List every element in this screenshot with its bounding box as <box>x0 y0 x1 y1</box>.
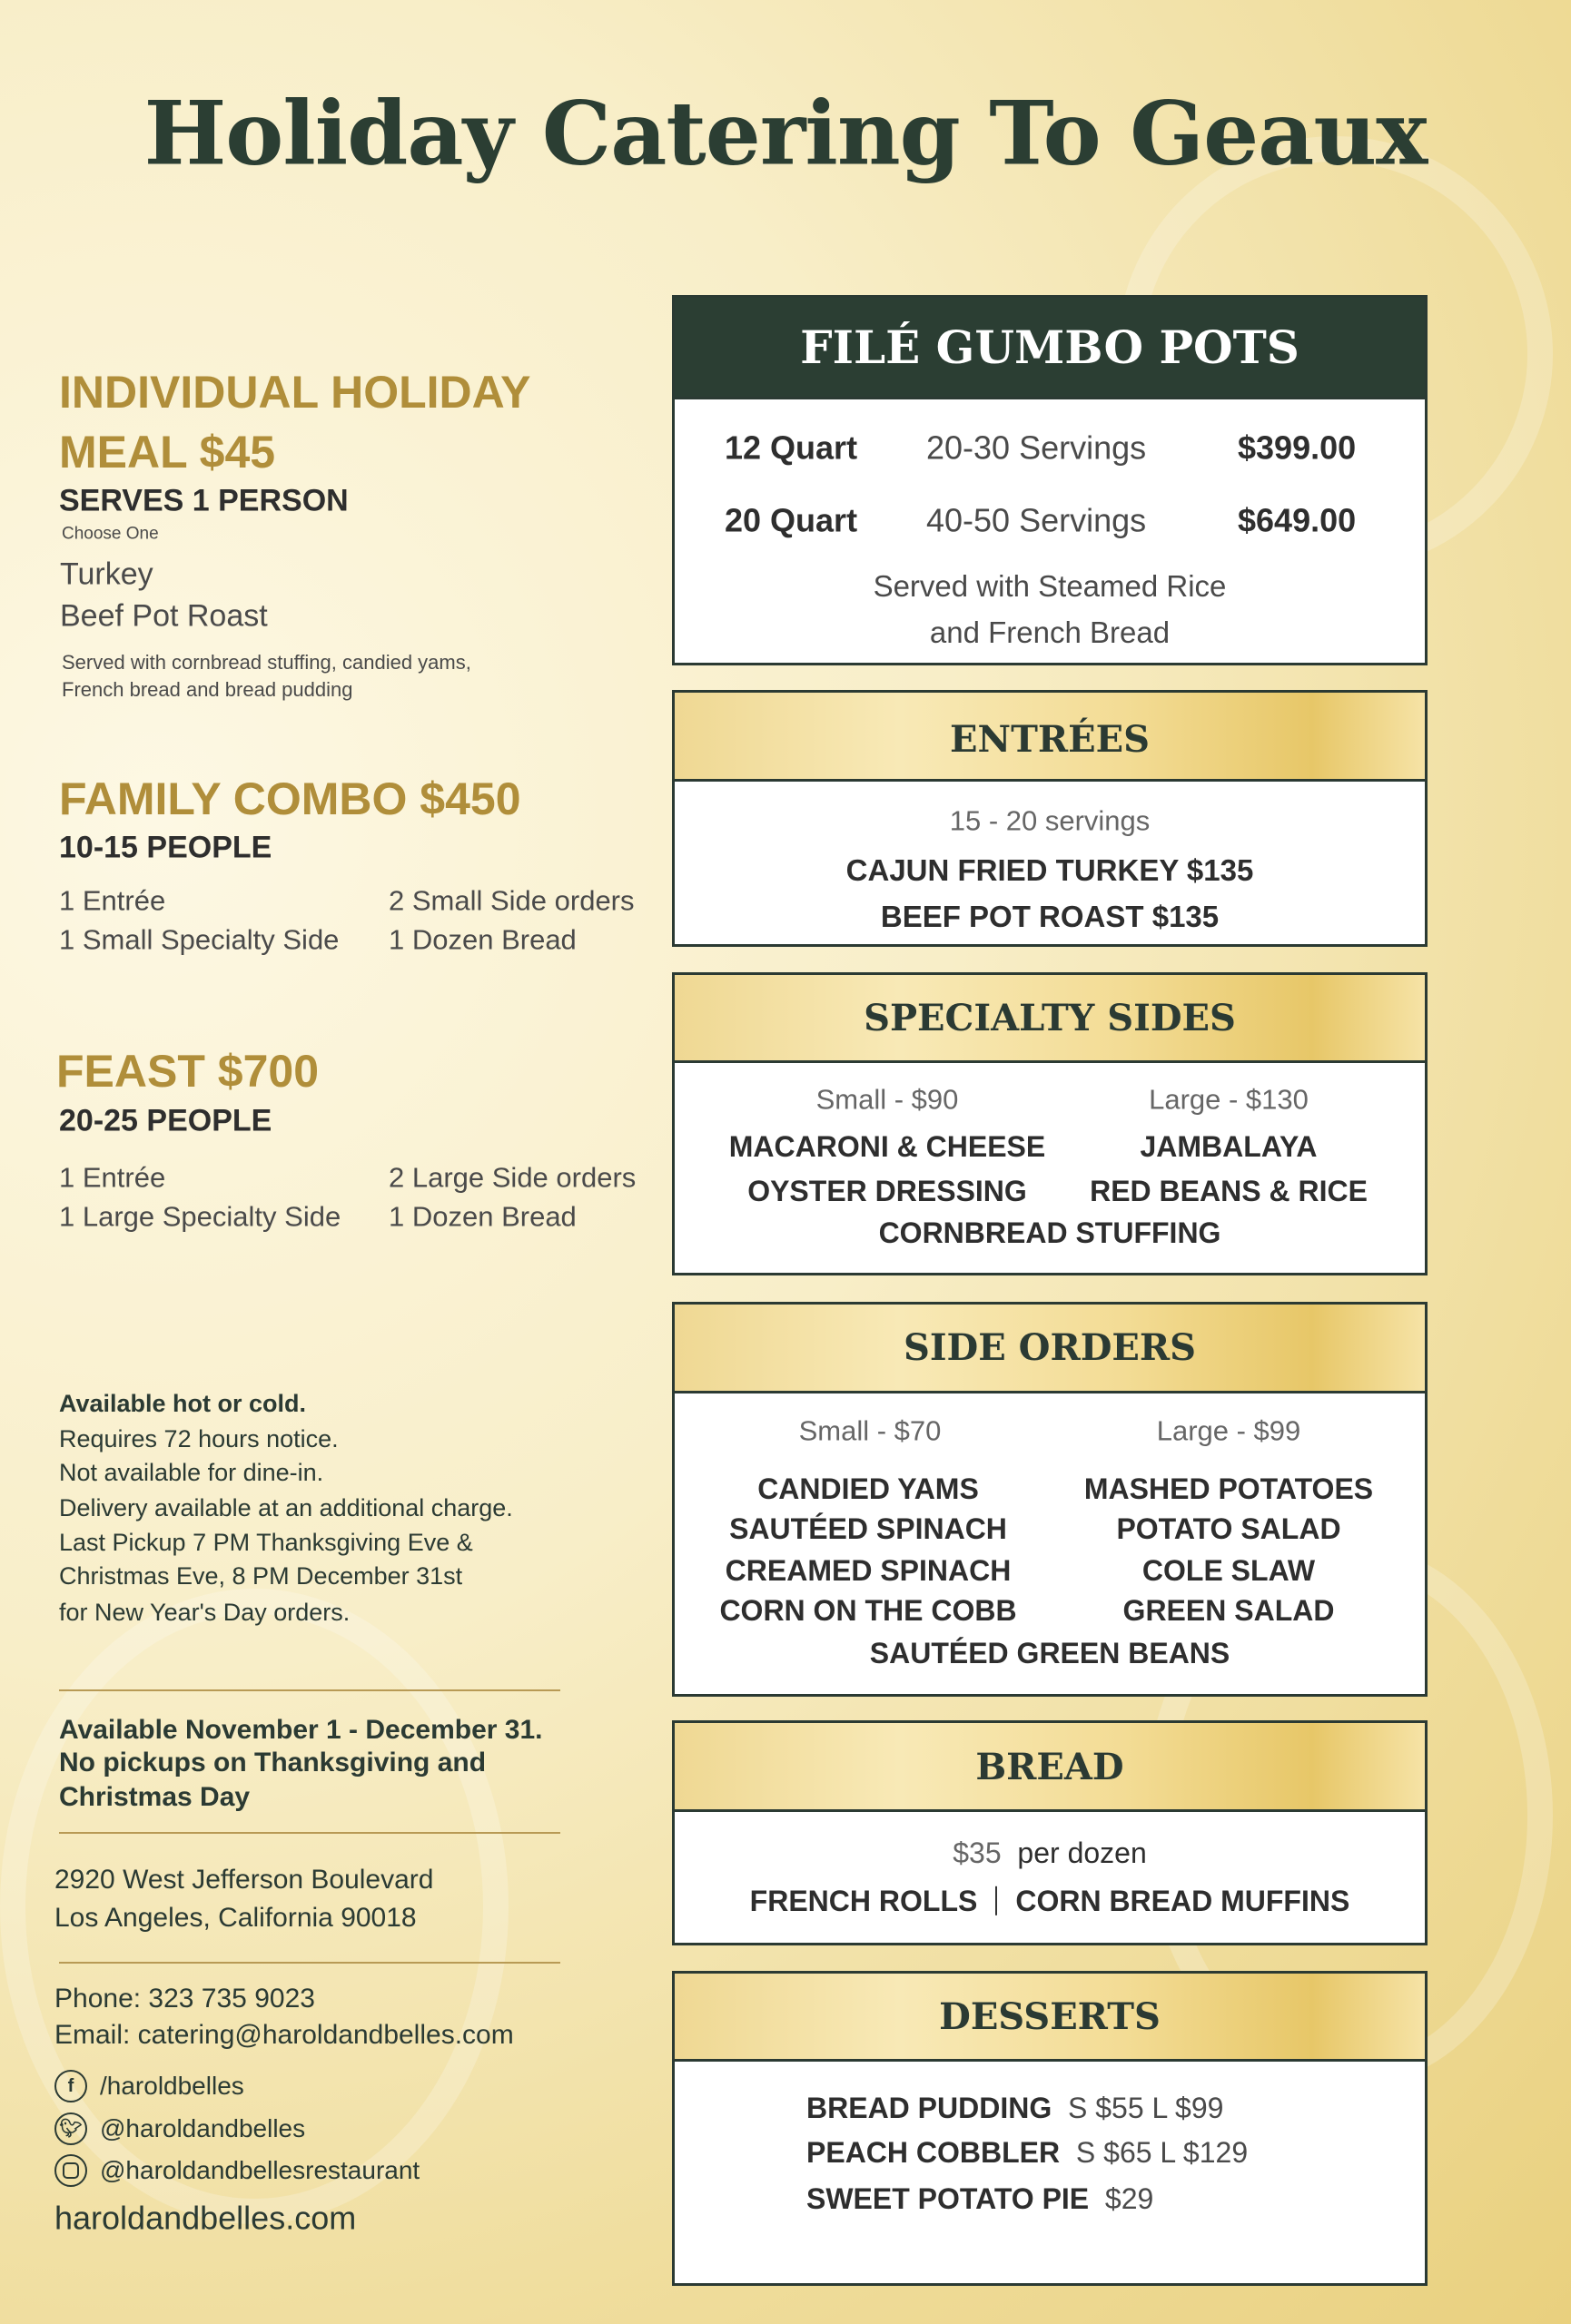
separator <box>995 1886 997 1915</box>
gumbo-note: and French Bread <box>929 615 1171 650</box>
side-item: POTATO SALAD <box>1116 1512 1341 1545</box>
small-price: Small - $70 <box>798 1414 942 1447</box>
gumbo-price: $649.00 <box>1238 501 1357 539</box>
large-price: Large - $99 <box>1156 1414 1301 1447</box>
bread-item: CORN BREAD MUFFINS <box>1015 1884 1350 1917</box>
side-item: JAMBALAYA <box>1140 1129 1318 1163</box>
website-link[interactable]: haroldandbelles.com <box>54 2199 357 2237</box>
info-line: for New Year's Day orders. <box>59 1598 351 1626</box>
twitter-handle: @haroldandbelles <box>100 2114 306 2143</box>
address-line: 2920 West Jefferson Boulevard <box>54 1865 434 1895</box>
side-item: GREEN SALAD <box>1122 1593 1335 1627</box>
side-item: CORN ON THE COBB <box>719 1593 1017 1627</box>
bread-item: FRENCH ROLLS <box>749 1884 978 1917</box>
side-item: SAUTÉED SPINACH <box>729 1512 1007 1545</box>
gumbo-price: $399.00 <box>1238 428 1357 467</box>
address-line: Los Angeles, California 90018 <box>54 1903 417 1933</box>
section-title: FILÉ GUMBO POTS <box>800 320 1299 374</box>
gumbo-note: Served with Steamed Rice <box>873 569 1227 604</box>
bread-price: $35 <box>953 1836 1002 1869</box>
feast-item: 1 Large Specialty Side <box>59 1200 341 1233</box>
gumbo-section <box>672 295 1428 665</box>
individual-choose: Choose One <box>62 524 159 544</box>
desserts-section <box>672 1971 1428 2286</box>
email-link[interactable]: Email: catering@haroldandbelles.com <box>54 2020 514 2050</box>
feast-item: 2 Large Side orders <box>389 1161 637 1194</box>
family-heading: FAMILY COMBO $450 <box>59 773 521 824</box>
dessert-name: PEACH COBBLER <box>806 2135 1061 2169</box>
feast-item: 1 Entrée <box>59 1161 166 1194</box>
side-item: RED BEANS & RICE <box>1090 1174 1368 1207</box>
twitter-link[interactable] <box>54 2112 305 2145</box>
dessert-name: SWEET POTATO PIE <box>806 2181 1090 2215</box>
bread-per: per dozen <box>1017 1836 1147 1869</box>
small-price: Small - $90 <box>815 1083 959 1116</box>
info-line: Last Pickup 7 PM Thanksgiving Eve & <box>59 1528 473 1556</box>
twitter-icon: 🐦︎ <box>54 2112 87 2145</box>
divider <box>59 1962 560 1964</box>
gumbo-servings: 40-50 Servings <box>926 501 1147 539</box>
instagram-link[interactable] <box>54 2154 420 2187</box>
side-item: COLE SLAW <box>1141 1553 1316 1587</box>
individual-heading-price: MEAL $45 <box>59 427 276 478</box>
individual-option: Turkey <box>60 556 153 592</box>
side-item: CREAMED SPINACH <box>725 1553 1012 1587</box>
section-title: BREAD <box>975 1746 1124 1788</box>
individual-note: Served with cornbread stuffing, candied yams, <box>62 650 471 674</box>
section-title: SIDE ORDERS <box>903 1326 1197 1369</box>
dessert-price: S $55 L $99 <box>1068 2091 1224 2124</box>
dessert-price: S $65 L $129 <box>1075 2135 1249 2169</box>
large-price: Large - $130 <box>1149 1083 1309 1116</box>
entrees-section <box>672 690 1428 947</box>
entrees-servings: 15 - 20 servings <box>949 804 1151 837</box>
gumbo-servings: 20-30 Servings <box>926 428 1147 467</box>
family-people: 10-15 PEOPLE <box>59 830 272 865</box>
info-line: Not available for dine-in. <box>59 1458 324 1486</box>
page-title: Holiday Catering To Geaux <box>143 82 1428 185</box>
specialty-sides-section <box>672 972 1428 1275</box>
individual-note: French bread and bread pudding <box>62 677 353 701</box>
phone[interactable]: Phone: 323 735 9023 <box>54 1984 315 2014</box>
info-bold: Available hot or cold. <box>59 1389 307 1417</box>
individual-option: Beef Pot Roast <box>60 598 268 634</box>
dessert-item <box>806 2091 1223 2125</box>
family-item: 1 Dozen Bread <box>389 923 577 956</box>
individual-serves: SERVES 1 PERSON <box>59 483 349 518</box>
dessert-item <box>806 2135 1248 2170</box>
feast-people: 20-25 PEOPLE <box>59 1103 272 1138</box>
facebook-link[interactable] <box>54 2070 244 2102</box>
bread-price-line <box>675 1836 1425 1870</box>
availability-line: Christmas Day <box>59 1782 251 1812</box>
side-item: MACARONI & CHEESE <box>728 1129 1046 1163</box>
side-item: OYSTER DRESSING <box>747 1174 1027 1207</box>
info-line: Christmas Eve, 8 PM December 31st <box>59 1561 463 1590</box>
bread-section <box>672 1720 1428 1945</box>
dessert-item <box>806 2181 1153 2216</box>
facebook-icon: f <box>54 2070 87 2102</box>
info-line: Requires 72 hours notice. <box>59 1424 339 1452</box>
gumbo-size: 20 Quart <box>725 501 858 539</box>
family-item: 2 Small Side orders <box>389 884 635 917</box>
divider <box>59 1689 560 1691</box>
family-item: 1 Small Specialty Side <box>59 923 340 956</box>
section-title: DESSERTS <box>939 1995 1161 2038</box>
side-item: CORNBREAD STUFFING <box>878 1216 1221 1249</box>
feast-heading: FEAST $700 <box>56 1046 320 1097</box>
instagram-handle: @haroldandbellesrestaurant <box>100 2156 420 2185</box>
side-item: CANDIED YAMS <box>757 1472 979 1505</box>
info-line: Delivery available at an additional charge. <box>59 1493 513 1521</box>
entree-item: BEEF POT ROAST $135 <box>880 900 1220 934</box>
side-item: SAUTÉED GREEN BEANS <box>869 1636 1230 1669</box>
section-title: SPECIALTY SIDES <box>864 997 1236 1039</box>
dessert-price: $29 <box>1104 2181 1154 2215</box>
availability-line: No pickups on Thanksgiving and <box>59 1748 487 1777</box>
availability-line: Available November 1 - December 31. <box>59 1715 543 1745</box>
instagram-icon <box>54 2154 87 2187</box>
entree-item: CAJUN FRIED TURKEY $135 <box>845 853 1254 888</box>
individual-heading: INDIVIDUAL HOLIDAY <box>59 367 531 418</box>
feast-item: 1 Dozen Bread <box>389 1200 577 1233</box>
section-title: ENTRÉES <box>950 718 1150 761</box>
dessert-name: BREAD PUDDING <box>806 2091 1052 2124</box>
side-orders-section <box>672 1302 1428 1697</box>
bread-items <box>675 1884 1425 1918</box>
side-item: MASHED POTATOES <box>1083 1472 1374 1505</box>
gumbo-size: 12 Quart <box>725 428 858 467</box>
facebook-handle: /haroldbelles <box>100 2072 244 2101</box>
family-item: 1 Entrée <box>59 884 166 917</box>
divider <box>59 1832 560 1834</box>
